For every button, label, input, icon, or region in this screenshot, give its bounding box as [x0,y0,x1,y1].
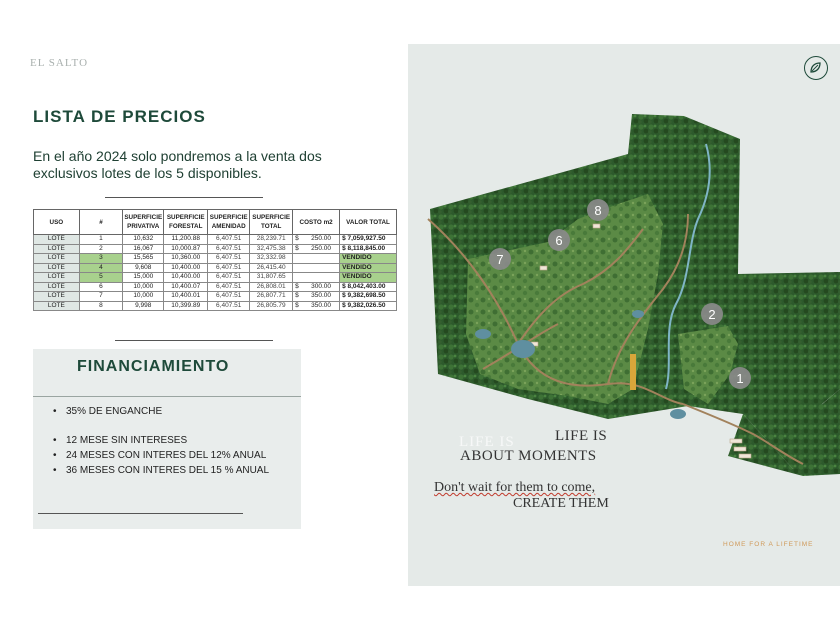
row-forestal: 10,400.01 [164,292,208,302]
row-forestal: 10,000.87 [164,244,208,254]
row-valor: VENDIDO [340,254,397,264]
row-valor: VENDIDO [340,273,397,283]
price-row [34,301,397,311]
row-total: 28,239.71 [250,235,293,245]
row-total: 26,807.71 [250,292,293,302]
row-amenidad: 6,407.51 [208,244,250,254]
financing-item: • 35% DE ENGANCHE [53,404,269,419]
row-lot-number: 4 [79,263,123,273]
price-table-header [34,210,397,235]
svg-text:2: 2 [708,307,716,322]
row-privativa: 9,998 [123,301,164,311]
svg-text:8: 8 [594,203,602,218]
price-row [34,235,397,245]
row-total: 31,807.65 [250,273,293,283]
row-lot-number: 5 [79,273,123,283]
lot-marker-8 [587,199,609,221]
row-lot-number: 2 [79,244,123,254]
row-uso: LOTE [34,301,80,311]
row-privativa: 10,000 [123,292,164,302]
row-costo [293,301,340,311]
svg-text:6: 6 [555,233,563,248]
col-valor: VALOR TOTAL [340,210,397,235]
row-privativa: 9,608 [123,263,164,273]
lot-marker-6 [548,229,570,251]
financing-box [33,349,301,529]
row-lot-number: 6 [79,282,123,292]
price-row [34,244,397,254]
row-costo [293,254,340,264]
price-row [34,263,397,273]
map-panel [408,44,840,586]
row-lot-number: 3 [79,254,123,264]
row-forestal: 10,400.00 [164,263,208,273]
row-uso: LOTE [34,254,80,264]
row-costo-value: 350.00 [311,292,332,299]
lot-marker-1 [729,367,751,389]
row-costo [293,282,340,292]
financing-list [53,404,269,478]
row-privativa: 16,067 [123,244,164,254]
financing-rule [38,513,243,514]
row-amenidad: 6,407.51 [208,273,250,283]
price-row [34,282,397,292]
tagline-ghost: LIFE IS [459,434,515,450]
row-uso: LOTE [34,292,80,302]
row-privativa: 15,565 [123,254,164,264]
row-valor: $ 7,059,927.50 [340,235,397,245]
row-forestal: 10,400.00 [164,273,208,283]
financing-item: • 24 MESES CON INTERES DEL 12% ANUAL [53,448,269,463]
amenity-strip [630,354,636,390]
row-total: 32,475.38 [250,244,293,254]
tagline-dont-wait-text: Don't wait for them to come, [434,480,596,495]
price-list-intro: En el año 2024 solo pondremos a la venta dos exclusivos lotes de los 5 disponibles. [33,148,322,181]
row-amenidad: 6,407.51 [208,263,250,273]
price-row [34,254,397,264]
row-uso: LOTE [34,282,80,292]
financing-item: • 36 MESES CON INTERES DEL 15 % ANUAL [53,463,269,478]
price-table [33,209,397,311]
divider-top [105,197,263,198]
row-amenidad: 6,407.51 [208,301,250,311]
row-forestal: 10,400.07 [164,282,208,292]
row-costo-value: 350.00 [311,301,332,309]
price-list-title: LISTA DE PRECIOS [33,107,206,126]
row-amenidad: 6,407.51 [208,282,250,292]
svg-text:1: 1 [736,371,744,386]
row-uso: LOTE [34,235,80,245]
footer-tagline: HOME FOR A LIFETIME [723,541,814,548]
tagline-create-them: CREATE THEM [513,496,609,511]
row-costo [293,235,340,245]
financing-title: FINANCIAMIENTO [77,358,230,375]
row-costo-value: 250.00 [311,235,332,242]
row-total: 26,415.40 [250,263,293,273]
lot-marker-2 [701,303,723,325]
brand-name: EL SALTO [30,57,89,69]
row-lot-number: 7 [79,292,123,302]
tagline-life-is: LIFE IS [555,428,608,444]
col-total: SUPERFICIE TOTAL [250,210,293,235]
row-costo-currency: $ [295,244,299,252]
row-lot-number: 8 [79,301,123,311]
row-total: 26,808.01 [250,282,293,292]
row-costo [293,263,340,273]
row-forestal: 11,200.88 [164,235,208,245]
row-valor: VENDIDO [340,263,397,273]
price-row [34,273,397,283]
row-costo [293,292,340,302]
row-costo-value: 300.00 [311,282,332,290]
row-costo-currency: $ [295,292,299,299]
row-valor: $ 9,382,698.50 [340,292,397,302]
row-costo [293,273,340,283]
row-total: 32,332.98 [250,254,293,264]
row-valor: $ 9,382,026.50 [340,301,397,311]
row-lot-number: 1 [79,235,123,245]
col-num: # [79,210,123,235]
row-costo [293,244,340,254]
financing-item: • 12 MESE SIN INTERESES [53,433,269,448]
row-uso: LOTE [34,244,80,254]
row-amenidad: 6,407.51 [208,254,250,264]
row-forestal: 10,399.89 [164,301,208,311]
row-valor: $ 8,118,845.00 [340,244,397,254]
row-amenidad: 6,407.51 [208,292,250,302]
row-privativa: 15,000 [123,273,164,283]
row-privativa: 10,632 [123,235,164,245]
row-uso: LOTE [34,263,80,273]
col-forestal: SUPERFICIE FORESTAL [164,210,208,235]
row-forestal: 10,360.00 [164,254,208,264]
row-valor: $ 8,042,403.00 [340,282,397,292]
site-map [408,44,840,586]
col-costo: COSTO m2 [293,210,340,235]
row-privativa: 10,000 [123,282,164,292]
row-costo-currency: $ [295,235,299,242]
price-row [34,292,397,302]
svg-text:7: 7 [496,252,504,267]
col-uso: USO [34,210,80,235]
tagline-about-moments: ABOUT MOMENTS [460,448,597,464]
col-privativa: SUPERFICIE PRIVATIVA [123,210,164,235]
divider-bottom [115,340,273,341]
row-costo-currency: $ [295,301,299,309]
row-costo-currency: $ [295,282,299,290]
row-total: 26,805.79 [250,301,293,311]
row-costo-value: 250.00 [311,244,332,252]
tagline-dont-wait [434,480,595,496]
col-amenidad: SUPERFICIE AMENIDAD [208,210,250,235]
row-uso: LOTE [34,273,80,283]
financing-divider [33,396,301,397]
lot-marker-7 [489,248,511,270]
row-amenidad: 6,407.51 [208,235,250,245]
